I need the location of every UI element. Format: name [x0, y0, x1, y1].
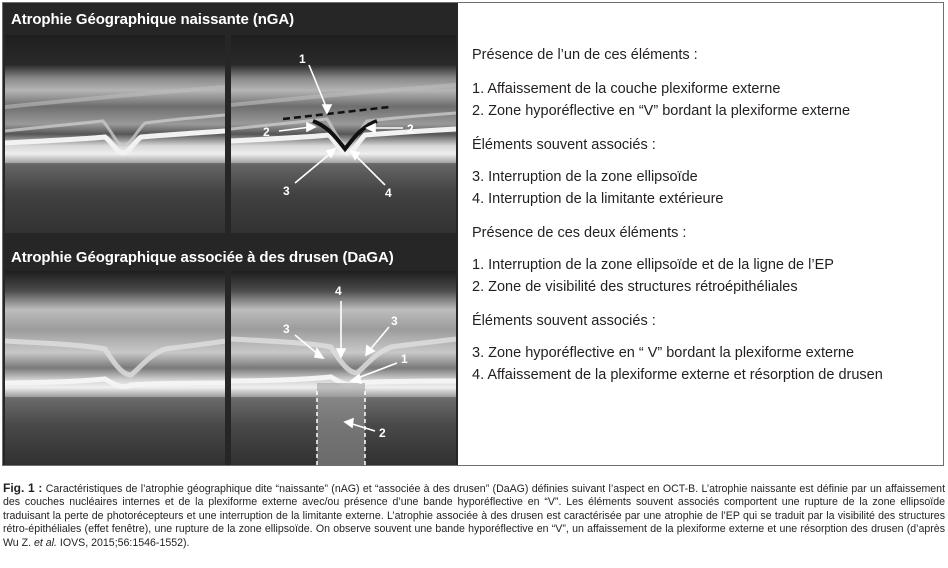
caption-text-end: IOVS, 2015;56:1546-1552). [56, 536, 190, 549]
oct-image-panel [3, 3, 458, 465]
marker-label: 2 [407, 122, 414, 136]
oct-image-daga-right [231, 271, 456, 465]
marker-label: 4 [385, 186, 392, 200]
section-heading: Éléments souvent associés : [472, 313, 656, 329]
oct-image-daga-left [5, 271, 225, 465]
criteria-item: 3. Interruption de la zone ellipsoïde [472, 169, 698, 185]
caption-label: Fig. 1 : [3, 481, 43, 495]
criteria-item: 1. Affaissement de la couche plexiforme externe [472, 81, 781, 97]
figure-caption [3, 482, 945, 550]
caption-italic: et al. [34, 536, 57, 549]
marker-label: 3 [283, 184, 290, 198]
marker-label: 2 [263, 125, 270, 139]
section-heading: Présence de ces deux éléments : [472, 225, 687, 241]
oct-image-nga-left [5, 35, 225, 233]
marker-label: 1 [299, 52, 306, 66]
criteria-item: 2. Zone hyporéflective en “V” bordant la plexiforme externe [472, 103, 851, 119]
criteria-item: 4. Affaissement de la plexiforme externe et résorption de drusen [472, 367, 883, 383]
criteria-item: 3. Zone hyporéflective en “ V” bordant la plexiforme externe [472, 345, 855, 361]
criteria-item: 4. Interruption de la limitante extérieure [472, 191, 724, 207]
bottom-panel-title: Atrophie Géographique associée à des drusen (DaGA) [11, 249, 394, 266]
section-heading: Éléments souvent associés : [472, 137, 656, 153]
caption-text: Caractéristiques de l’atrophie géographique dite “naissante” (nAG) et “associée à des drusen” (DaAG) définies suivant l’aspect en OCT-B. L’atrophie naissante est définie par un affaissement des couches nucléaires internes et de la plexiforme externe avec/ou présence d’une bande hyporéflective en “V”. Les éléments souvent associés comportent une rupture de la zone ellipsoïde traduisant la perte de photorécepteurs et une interruption de la limitante externe. L’atrophie associée à des drusen est caractérisée par une atrophie de l’EP qui se traduit par la visibilité des structures rétro-épithéliales (effet fenêtre), une rupture de la zone ellipsoïde. On observe souvent une bande hyporéflective en “V”, un affaissement de la plexiforme externe et une résorption des drusen (d’après Wu Z. [3, 483, 946, 549]
marker-label: 4 [335, 284, 342, 298]
top-panel-title: Atrophie Géographique naissante (nGA) [11, 11, 294, 28]
oct-image-nga-right [231, 35, 456, 233]
marker-label: 1 [401, 352, 408, 366]
marker-label: 3 [283, 322, 290, 336]
section-heading: Présence de l’un de ces éléments : [472, 47, 698, 63]
criteria-item: 1. Interruption de la zone ellipsoïde et de la ligne de l’EP [472, 257, 834, 273]
marker-label: 2 [379, 426, 386, 440]
marker-label: 3 [391, 314, 398, 328]
criteria-text-panel [472, 44, 940, 386]
criteria-item: 2. Zone de visibilité des structures rétroépithéliales [472, 279, 798, 295]
